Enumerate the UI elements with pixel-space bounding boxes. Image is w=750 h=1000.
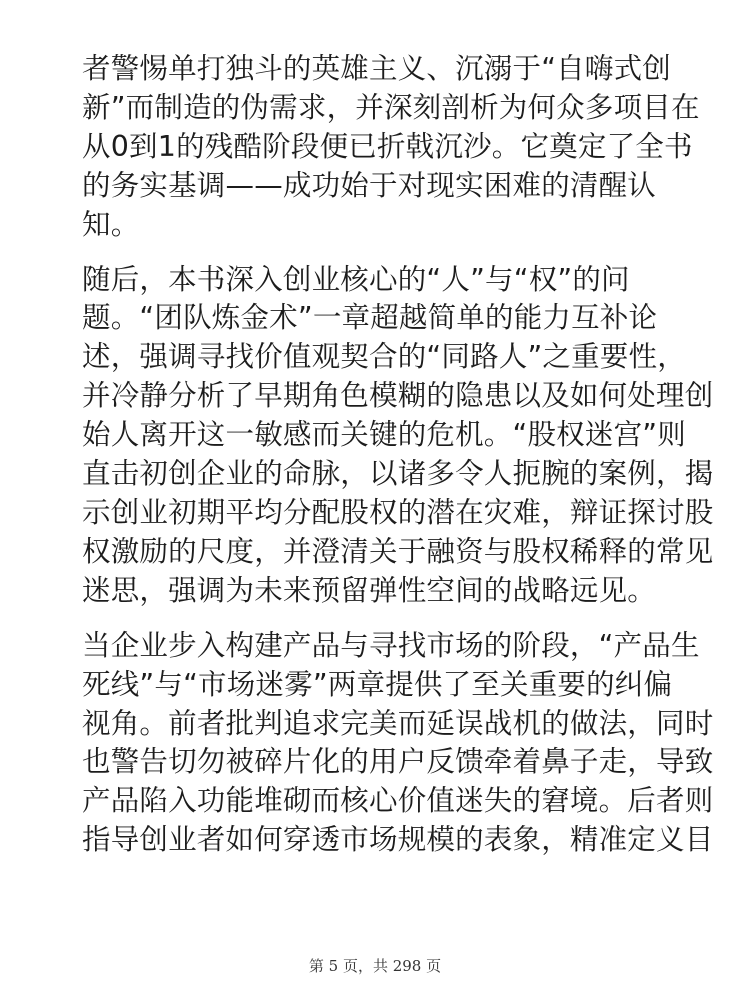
text-line: 的务实基调——成功始于对现实困难的清醒认 (82, 168, 657, 202)
paragraph-3 (82, 627, 714, 860)
text-line: 随后，本书深入创业核心的“人”与“权”的问 (82, 262, 630, 296)
body-text (82, 50, 714, 876)
text-line: 死线”与“市场迷雾”两章提供了至关重要的纠偏 (82, 667, 673, 701)
text-line: 直击初创企业的命脉，以诸多令人扼腕的案例，揭 (82, 457, 714, 491)
text-line: 始人离开这一敏感而关键的危机。“股权迷宫”则 (82, 418, 686, 452)
text-line: 并冷静分析了早期角色模糊的隐患以及如何处理创 (82, 379, 714, 413)
text-line: 述，强调寻找价值观契合的“同路人”之重要性， (82, 340, 686, 374)
text-line: 题。“团队炼金术”一章超越简单的能力互补论 (82, 301, 658, 335)
text-line: 产品陷入功能堆砌而核心价值迷失的窘境。后者则 (82, 784, 714, 818)
text-line: 从0到1的残酷阶段便已折戟沉沙。它奠定了全书 (82, 129, 693, 163)
text-line: 示创业初期平均分配股权的潜在灾难，辩证探讨股 (82, 495, 714, 529)
text-line: 权激励的尺度，并澄清关于融资与股权稀释的常见 (82, 534, 714, 568)
text-line: 者警惕单打独斗的英雄主义、沉溺于“自嗨式创 (82, 52, 671, 85)
paragraph-1 (82, 50, 700, 245)
text-line: 视角。前者批判追求完美而延误战机的做法，同时 (82, 706, 714, 740)
text-line: 也警告切勿被碎片化的用户反馈牵着鼻子走，导致 (82, 745, 714, 779)
text-line: 指导创业者如何穿透市场规模的表象，精准定义目 (82, 823, 714, 857)
text-line: 迷思，强调为未来预留弹性空间的战略远见。 (82, 573, 657, 607)
text-line: 知。 (82, 207, 140, 241)
text-line: 当企业步入构建产品与寻找市场的阶段，“产品生 (82, 628, 700, 662)
text-line: 新”而制造的伪需求，并深刻剖析为何众多项目在 (82, 90, 700, 124)
page-number-footer: 第 5 页，共 298 页 (308, 957, 442, 975)
paragraph-2 (82, 261, 714, 611)
